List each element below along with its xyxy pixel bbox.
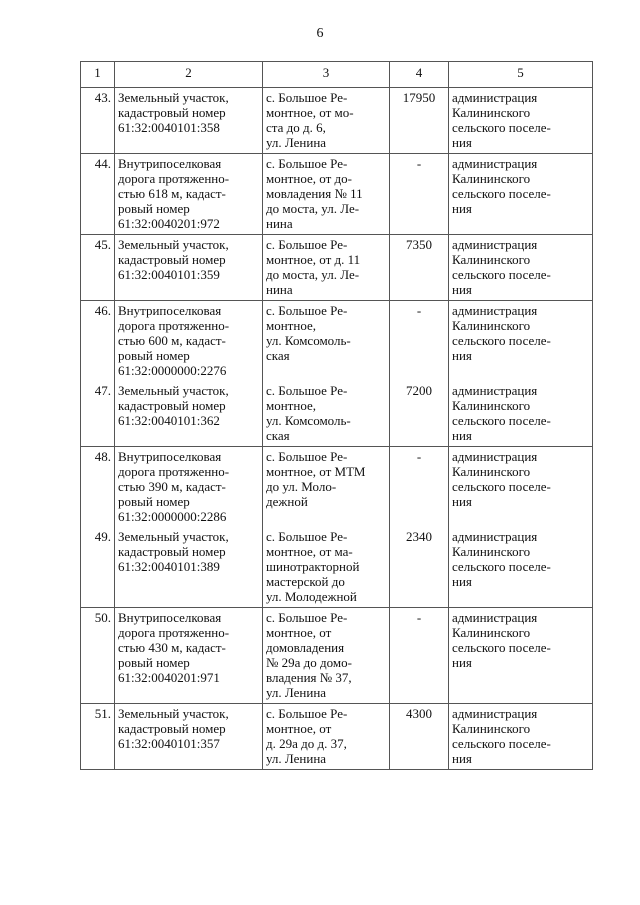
object-address: с. Большое Ре- монтное, от домовладения № 29а до домо- владения № 37, ул. Ленина xyxy=(263,608,390,704)
object-owner: администрация Калининского сельского поселе- ния xyxy=(449,447,593,528)
object-area: 7350 xyxy=(390,235,449,301)
object-area: 4300 xyxy=(390,704,449,770)
object-name: Земельный участок, кадастровый номер 61:32:0040101:357 xyxy=(115,704,263,770)
object-address: с. Большое Ре- монтное, от мо- ста до д. 6, ул. Ленина xyxy=(263,88,390,154)
table-row xyxy=(81,447,593,528)
object-address: с. Большое Ре- монтное, от д. 11 до моста, ул. Ле- нина xyxy=(263,235,390,301)
property-table xyxy=(80,61,593,770)
row-number: 48. xyxy=(81,447,115,528)
object-name: Внутрипоселковая дорога протяженно- стью 600 м, кадаст- ровый номер 61:32:0000000:2276 xyxy=(115,301,263,382)
object-address: с. Большое Ре- монтное, от ма- шинотракторной мастерской до ул. Молодежной xyxy=(263,527,390,608)
row-number: 49. xyxy=(81,527,115,608)
row-number: 46. xyxy=(81,301,115,382)
object-address: с. Большое Ре- монтное, от МТМ до ул. Моло- дежной xyxy=(263,447,390,528)
table-row xyxy=(81,301,593,382)
object-area: - xyxy=(390,301,449,382)
object-owner: администрация Калининского сельского поселе- ния xyxy=(449,527,593,608)
table-header-row xyxy=(81,62,593,88)
object-address: с. Большое Ре- монтное, ул. Комсомоль- ская xyxy=(263,381,390,447)
column-header-owner: 5 xyxy=(449,62,593,88)
row-number: 51. xyxy=(81,704,115,770)
object-area: 7200 xyxy=(390,381,449,447)
table-row xyxy=(81,608,593,704)
object-owner: администрация Калининского сельского поселе- ния xyxy=(449,608,593,704)
row-number: 50. xyxy=(81,608,115,704)
object-name: Внутрипоселковая дорога протяженно- стью 390 м, кадаст- ровый номер 61:32:0000000:2286 xyxy=(115,447,263,528)
object-owner: администрация Калининского сельского поселе- ния xyxy=(449,704,593,770)
column-header-area: 4 xyxy=(390,62,449,88)
object-name: Внутрипоселковая дорога протяженно- стью 430 м, кадаст- ровый номер 61:32:0040201:971 xyxy=(115,608,263,704)
page-number: 6 xyxy=(316,26,324,41)
object-owner: администрация Калининского сельского поселе- ния xyxy=(449,381,593,447)
column-header-name: 2 xyxy=(115,62,263,88)
table-row xyxy=(81,154,593,235)
object-name: Земельный участок, кадастровый номер 61:32:0040101:358 xyxy=(115,88,263,154)
object-owner: администрация Калининского сельского поселе- ния xyxy=(449,154,593,235)
row-number: 44. xyxy=(81,154,115,235)
object-area: - xyxy=(390,608,449,704)
table-row xyxy=(81,704,593,770)
object-area: - xyxy=(390,154,449,235)
column-header-address: 3 xyxy=(263,62,390,88)
table-row xyxy=(81,381,593,447)
object-name: Земельный участок, кадастровый номер 61:32:0040101:362 xyxy=(115,381,263,447)
object-owner: администрация Калининского сельского поселе- ния xyxy=(449,235,593,301)
object-address: с. Большое Ре- монтное, от до- мовладения № 11 до моста, ул. Ле- нина xyxy=(263,154,390,235)
table-row xyxy=(81,235,593,301)
object-owner: администрация Калининского сельского поселе- ния xyxy=(449,301,593,382)
row-number: 45. xyxy=(81,235,115,301)
row-number: 43. xyxy=(81,88,115,154)
object-area: 17950 xyxy=(390,88,449,154)
object-address: с. Большое Ре- монтное, от д. 29а до д. 37, ул. Ленина xyxy=(263,704,390,770)
object-area: - xyxy=(390,447,449,528)
object-area: 2340 xyxy=(390,527,449,608)
column-header-number: 1 xyxy=(81,62,115,88)
table-row xyxy=(81,88,593,154)
row-number: 47. xyxy=(81,381,115,447)
object-owner: администрация Калининского сельского поселе- ния xyxy=(449,88,593,154)
object-address: с. Большое Ре- монтное, ул. Комсомоль- ская xyxy=(263,301,390,382)
object-name: Внутрипоселковая дорога протяженно- стью 618 м, кадаст- ровый номер 61:32:0040201:972 xyxy=(115,154,263,235)
object-name: Земельный участок, кадастровый номер 61:32:0040101:389 xyxy=(115,527,263,608)
table-row xyxy=(81,527,593,608)
object-name: Земельный участок, кадастровый номер 61:32:0040101:359 xyxy=(115,235,263,301)
